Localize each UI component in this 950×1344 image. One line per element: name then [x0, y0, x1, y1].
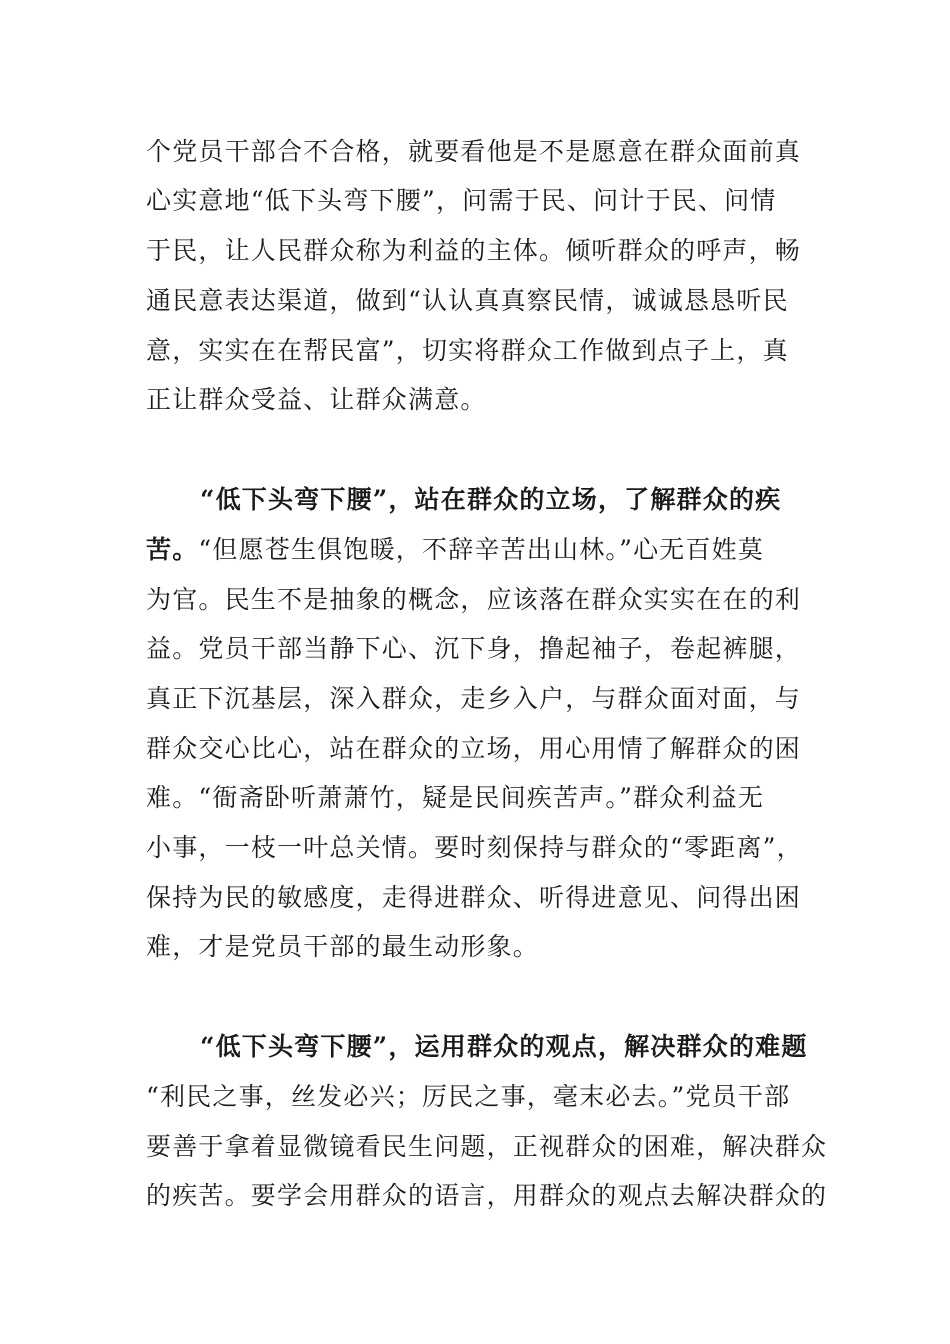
- paragraph-2-line-8: 小事，一枝一叶总关情。要时刻保持与群众的“零距离”，: [146, 833, 803, 862]
- paragraph-3-heading: “低下头弯下腰”，运用群众的观点，解决群众的难题: [200, 1032, 808, 1061]
- paragraph-2-line-2: [146, 535, 764, 565]
- paragraph-2-line-6: 群众交心比心，站在群众的立场，用心用情了解群众的困: [146, 734, 802, 763]
- paragraph-3-line-4: 的疾苦。要学会用群众的语言，用群众的观点去解决群众的: [146, 1181, 828, 1210]
- paragraph-2-line-10: 难，才是党员干部的最生动形象。: [146, 932, 540, 961]
- paragraph-3-line-3: 要善于拿着显微镜看民生问题，正视群众的困难，解决群众: [146, 1132, 828, 1161]
- paragraph-2-heading-end: 苦。: [146, 535, 199, 564]
- paragraph-1-line-1: 个党员干部合不合格，就要看他是不是愿意在群众面前真: [146, 137, 802, 166]
- paragraph-2-quote: “但愿苍生俱饱暖，不辞辛苦出山林。”心无百姓莫: [198, 535, 765, 564]
- paragraph-1-line-6: 正让群众受益、让群众满意。: [146, 385, 487, 414]
- paragraph-1-line-5: 意，实实在在帮民富”，切实将群众工作做到点子上，真: [146, 336, 789, 365]
- paragraph-2-line-4: 益。党员干部当静下心、沉下身，撸起袖子，卷起裤腿，: [146, 634, 802, 663]
- paragraph-1-line-4: 通民意表达渠道，做到“认认真真察民情，诚诚恳恳听民: [146, 286, 789, 315]
- paragraph-1-line-3: 于民，让人民群众称为利益的主体。倾听群众的呼声，畅: [146, 236, 802, 265]
- paragraph-1-line-2: 心实意地“低下头弯下腰”，问需于民、问计于民、问情: [146, 186, 777, 215]
- paragraph-3-line-2: “利民之事，丝发必兴；厉民之事，毫末必去。”党员干部: [146, 1082, 791, 1111]
- paragraph-2-line-9: 保持为民的敏感度，走得进群众、听得进意见、问得出困: [146, 883, 802, 912]
- paragraph-2-line-7: 难。“衙斋卧听萧萧竹，疑是民间疾苦声。”群众利益无: [146, 783, 765, 812]
- paragraph-2-heading-line-1: “低下头弯下腰”，站在群众的立场，了解群众的疾: [200, 485, 782, 514]
- paragraph-2-line-5: 真正下沉基层，深入群众，走乡入户，与群众面对面，与: [146, 684, 802, 713]
- paragraph-2-line-3: 为官。民生不是抽象的概念，应该落在群众实实在在的利: [146, 585, 802, 614]
